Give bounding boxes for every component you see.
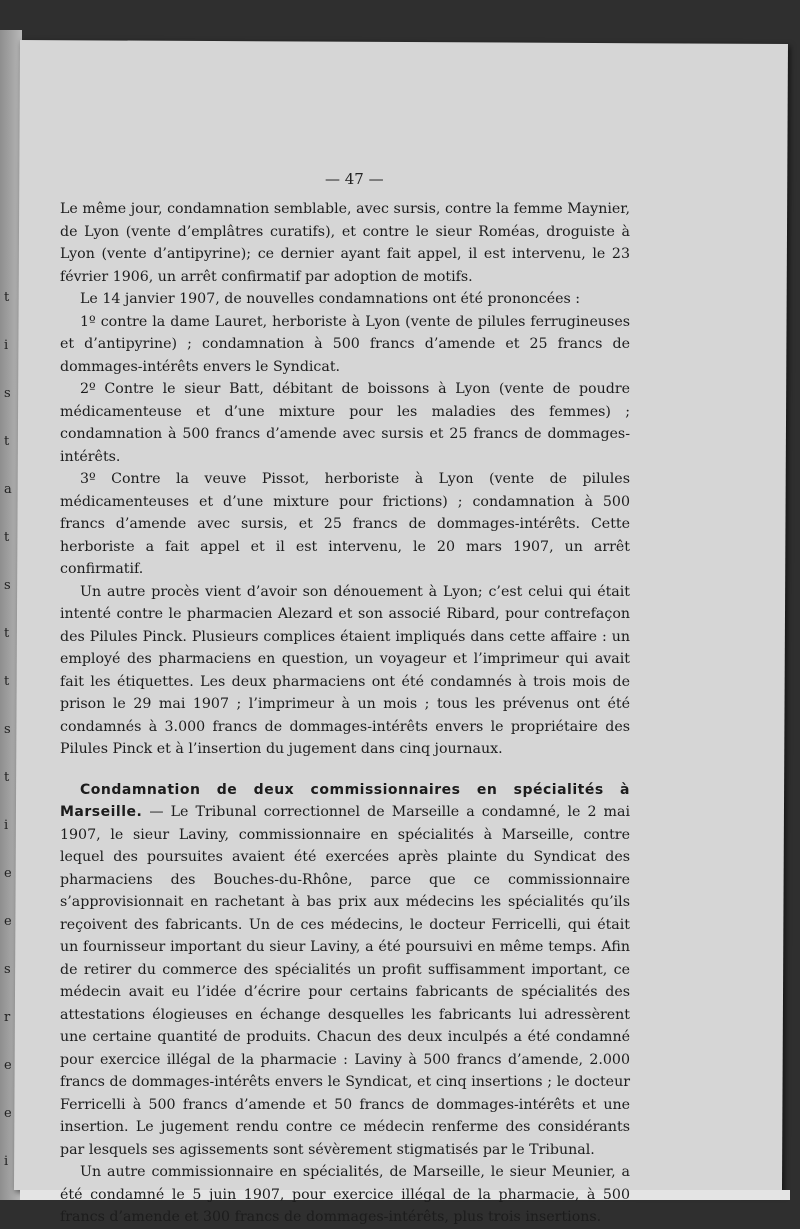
margin-char: e (4, 866, 12, 881)
margin-char: e (4, 1058, 12, 1073)
margin-char: t (4, 626, 10, 641)
section-title: Condamnation de deux commissionnaires en spécialités à Marseille. (60, 781, 630, 820)
margin-char: s (4, 578, 11, 593)
margin-char: t (4, 530, 10, 545)
margin-char: t (4, 674, 10, 689)
margin-char: s (4, 722, 11, 737)
page-body (60, 198, 630, 1229)
margin-char: a (4, 482, 12, 497)
paragraph: 2º Contre le sieur Batt, débitant de boissons à Lyon (vente de poudre médicamenteuse et d’une mixture pour les maladies des femmes) ; condamnation à 500 francs d’amende avec sursis et 25 francs de dommages-intérêts. (60, 381, 630, 465)
margin-char: t (4, 434, 10, 449)
margin-char: i (4, 338, 9, 353)
margin-char: e (4, 914, 12, 929)
margin-char: i (4, 1154, 9, 1169)
margin-char: t (4, 770, 10, 785)
page-number: — 47 — (325, 170, 384, 188)
paragraph: 1º contre la dame Lauret, herboriste à Lyon (vente de pilules ferrugineuses et d’antipyrine) ; condamnation à 500 francs d’amende et 25 francs de dommages-intérêts envers le Syndicat. (60, 313, 630, 375)
margin-char: e (4, 1106, 12, 1121)
margin-char: s (4, 962, 11, 977)
paragraph: Un autre commissionnaire en spécialités, de Marseille, le sieur Meunier, a été condamné le 5 juin 1907, pour exercice illégal de la pharmacie, à 500 francs d’amende et 300 francs de dommages-intérêts, plus trois insertions. (60, 1164, 630, 1225)
paragraph: Un autre procès vient d’avoir son dénouement à Lyon; c’est celui qui était intenté contre le pharmacien Alezard et son associé Ribard, pour contrefaçon des Pilules Pinck. Plusieurs complices étaient impliqués dans cette affaire : un employé des pharmaciens en question, un voyageur et l’imprimeur qui avait fait les étiquettes. Les deux pharmaciens ont été condamnés à trois mois de prison le 29 mai 1907 ; l’imprimeur à un mois ; tous les prévenus ont été condamnés à 3.000 francs de dommages-intérêts envers le propriétaire des Pilules Pinck et à l’insertion du jugement dans cinq journaux. (60, 583, 630, 757)
paragraph: Le 14 janvier 1907, de nouvelles condamnations ont été prononcées : (80, 291, 581, 307)
margin-char: r (4, 1010, 11, 1025)
margin-char: s (4, 386, 11, 401)
margin-char: t (4, 290, 10, 305)
paragraph: 3º Contre la veuve Pissot, herboriste à Lyon (vente de pilules médicamenteuses et d’une mixture pour frictions) ; condamnation à 500 francs d’amende avec sursis, et 25 francs de dommages-intérêts. Cette herboriste a fait appel et il est intervenu, le 20 mars 1907, un arrêt confirmatif. (60, 471, 630, 577)
section-body: — Le Tribunal correctionnel de Marseille a condamné, le 2 mai 1907, le sieur Laviny, commissionnaire en spécialités à Marseille, contre lequel des poursuites avaient été exercées après plainte du Syndicat des pharmaciens des Bouches-du-Rhône, parce que ce commissionnaire s’approvisionnait en rachetant à bas prix aux médecins les spécialités qu’ils reçoivent des fabricants. Un de ces médecins, le docteur Ferricelli, qui était un fournisseur important du sieur Laviny, a été poursuivi en même temps. Afin de retirer du commerce des spécialités un profit suffisamment important, ce médecin avait eu l’idée d’écrire pour certains fabricants de spécialités des attestations élogieuses en échange desquelles les fabricants lui adressèrent une certaine quantité de produits. Chacun des deux inculpés a été condamné pour exercice illégal de la pharmacie : Laviny à 500 francs d’amende, 2.000 francs de dommages-intérêts envers le Syndicat, et cinq insertions ; le docteur Ferricelli à 500 francs d’amende et 50 francs de dommages-intérêts et une insertion. Le jugement rendu contre ce médecin renferme des considérants par lesquels ses agissements sont sévèrement stigmatisés par le Tribunal. (60, 804, 630, 1158)
margin-char: i (4, 818, 9, 833)
paragraph: Le même jour, condamnation semblable, avec sursis, contre la femme Maynier, de Lyon (vente d’emplâtres curatifs), et contre le sieur Roméas, droguiste à Lyon (vente d’antipyrine); ce dernier ayant fait appel, il est intervenu, le 23 février 1906, un arrêt confirmatif par adoption de motifs. (60, 201, 630, 285)
section-paragraph (60, 779, 630, 1162)
